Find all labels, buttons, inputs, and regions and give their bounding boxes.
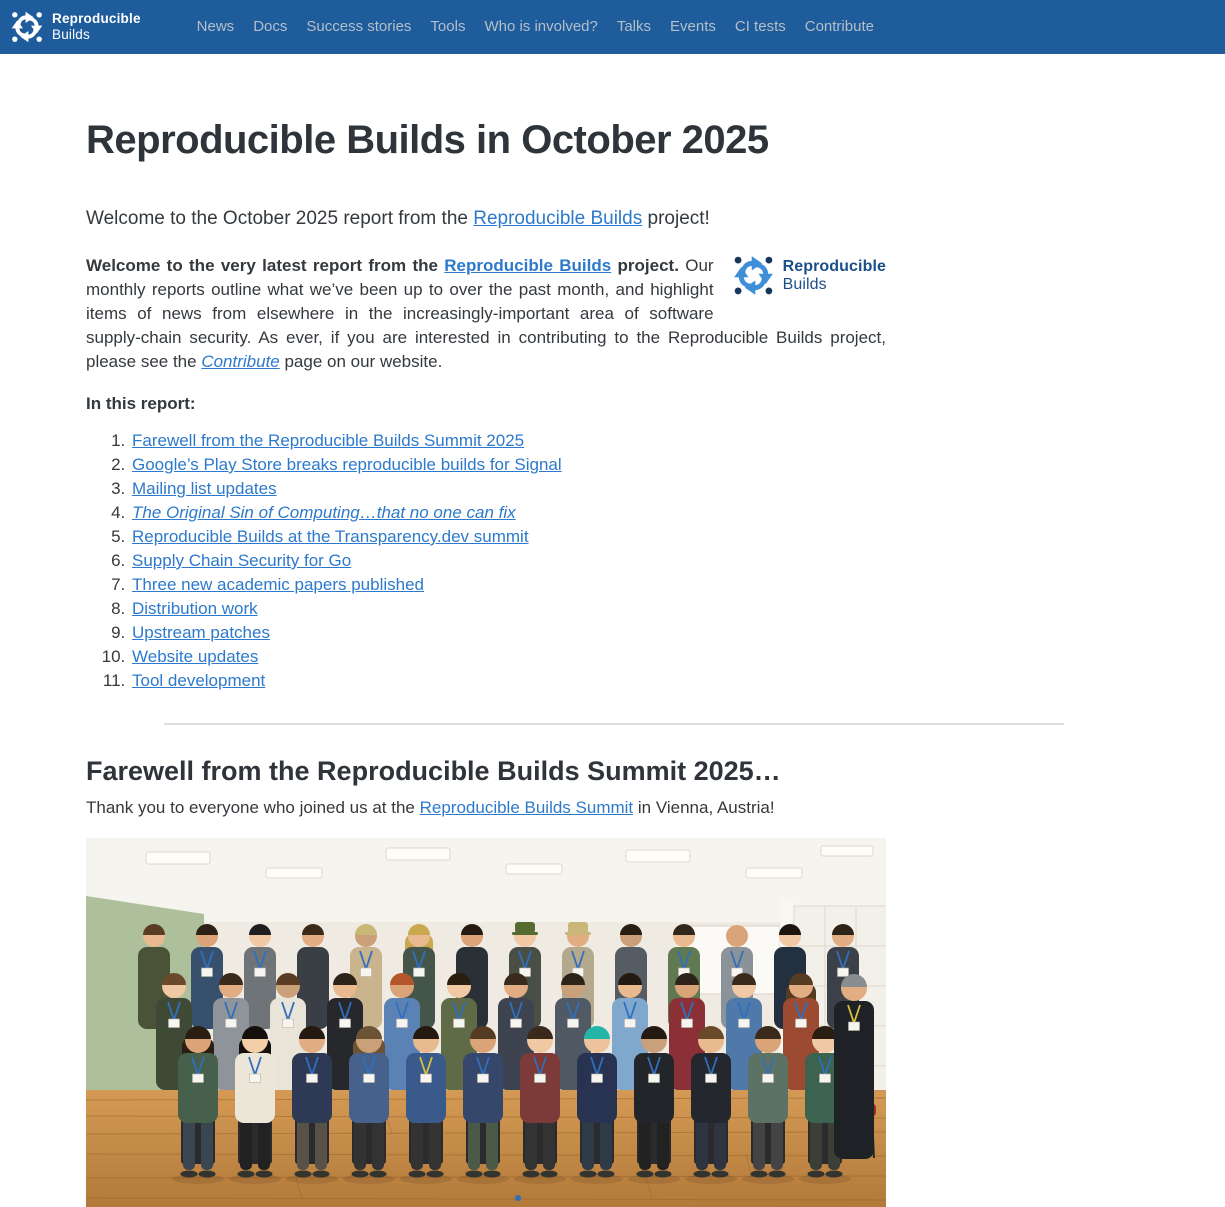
nav-link-events[interactable]: Events	[670, 18, 716, 35]
toc-heading: In this report:	[86, 394, 196, 413]
toc-link-farewell-from-the-reproducible-builds-summit-2025[interactable]: Farewell from the Reproducible Builds Summit 2025	[132, 431, 525, 450]
lead-paragraph	[86, 254, 886, 374]
lead-text-end: page on our website.	[279, 352, 443, 371]
nav-item-news	[197, 18, 235, 36]
nav-link-contribute[interactable]: Contribute	[804, 18, 874, 35]
toc-item	[130, 597, 886, 621]
toc-item	[130, 525, 886, 549]
toc-item	[130, 501, 886, 525]
intro-text-post: project!	[642, 208, 710, 229]
toc-link-google-s-play-store-breaks-reproducible-builds-for-signal[interactable]: Google’s Play Store breaks reproducible builds for Signal	[132, 455, 562, 474]
thanks-text-post: in Vienna, Austria!	[633, 798, 775, 818]
toc-link-mailing-list-updates[interactable]: Mailing list updates	[132, 479, 277, 498]
summit-group-photo	[86, 838, 886, 1207]
logo-text-line2: Builds	[782, 275, 827, 293]
nav-link-news[interactable]: News	[196, 18, 235, 35]
reproducible-builds-link[interactable]: Reproducible Builds	[444, 256, 612, 275]
toc-item	[130, 621, 886, 645]
thanks-text-pre: Thank you to everyone who joined us at the	[86, 798, 420, 818]
lead-text-mid: Our monthly reports outline what we’ve been up to over the past month, and highlight items of news from elsewhere in the increasingly-important area of software supply-chain security. As ever, if you are interested in contributing to the Reproducible Builds project, please see the	[86, 256, 886, 371]
intro-paragraph	[86, 208, 886, 230]
toc-item	[130, 477, 886, 501]
toc-item	[130, 429, 886, 453]
toc-link-tool-development[interactable]: Tool development	[132, 671, 266, 690]
thanks-paragraph	[86, 796, 886, 820]
logo-text-line1: Reproducible	[782, 257, 886, 275]
lead-bold-post: project.	[611, 256, 679, 275]
toc-item	[130, 453, 886, 477]
toc-link-website-updates[interactable]: Website updates	[132, 647, 259, 666]
reproducible-builds-logo-icon	[732, 254, 775, 297]
toc-item	[130, 669, 886, 693]
nav-item-events	[670, 18, 716, 36]
reproducible-builds-logo-icon	[10, 10, 44, 44]
nav-item-contribute	[805, 18, 874, 36]
reproducible-builds-logo-text	[783, 258, 886, 294]
contribute-link[interactable]: Contribute	[201, 352, 280, 371]
brand-logo[interactable]	[10, 10, 141, 44]
summit-link[interactable]: Reproducible Builds Summit	[419, 798, 634, 818]
toc-link-the-original-sin-of-computing-that-no-one-can-fix[interactable]: The Original Sin of Computing…that no one can fix	[132, 503, 516, 522]
nav-item-talks	[617, 18, 651, 36]
lead-bold-pre: Welcome to the very latest report from the	[86, 256, 445, 275]
nav-item-ci-tests	[735, 18, 786, 36]
main-content	[0, 116, 1139, 1207]
toc-item	[130, 549, 886, 573]
nav-item-docs	[253, 18, 287, 36]
page-title: Reproducible Builds in October 2025	[86, 118, 769, 162]
nav-menu	[197, 18, 874, 36]
toc-link-three-new-academic-papers-published[interactable]: Three new academic papers published	[132, 575, 425, 594]
toc-item	[130, 573, 886, 597]
top-navbar	[0, 0, 1225, 54]
toc-link-reproducible-builds-at-the-transparency-dev-summit[interactable]: Reproducible Builds at the Transparency.dev summit	[132, 527, 529, 546]
intro-text-pre: Welcome to the October 2025 report from the	[86, 208, 474, 229]
toc-link-distribution-work[interactable]: Distribution work	[132, 599, 258, 618]
nav-item-success-stories	[306, 18, 411, 36]
toc-item	[130, 645, 886, 669]
toc-link-supply-chain-security-for-go[interactable]: Supply Chain Security for Go	[132, 551, 352, 570]
nav-link-tools[interactable]: Tools	[430, 18, 466, 35]
brand-name-line2: Builds	[52, 27, 90, 42]
nav-item-who-is-involved	[484, 18, 597, 36]
nav-link-talks[interactable]: Talks	[616, 18, 652, 35]
nav-link-who-is-involved[interactable]: Who is involved?	[484, 18, 598, 35]
toc-list	[86, 429, 886, 693]
section-heading: Farewell from the Reproducible Builds Summit 2025…	[86, 756, 781, 786]
reproducible-builds-logo	[732, 254, 886, 297]
nav-item-tools	[430, 18, 465, 36]
brand-name-line1: Reproducible	[52, 11, 141, 27]
nav-link-success-stories[interactable]: Success stories	[306, 18, 412, 35]
toc-link-upstream-patches[interactable]: Upstream patches	[132, 623, 270, 642]
main-nav	[141, 18, 874, 36]
nav-link-docs[interactable]: Docs	[253, 18, 288, 35]
nav-link-ci-tests[interactable]: CI tests	[734, 18, 786, 35]
reproducible-builds-link[interactable]: Reproducible Builds	[473, 208, 643, 229]
brand-name	[52, 11, 141, 43]
summit-group-photo-illustration	[86, 838, 886, 1207]
section-divider	[164, 723, 1064, 725]
